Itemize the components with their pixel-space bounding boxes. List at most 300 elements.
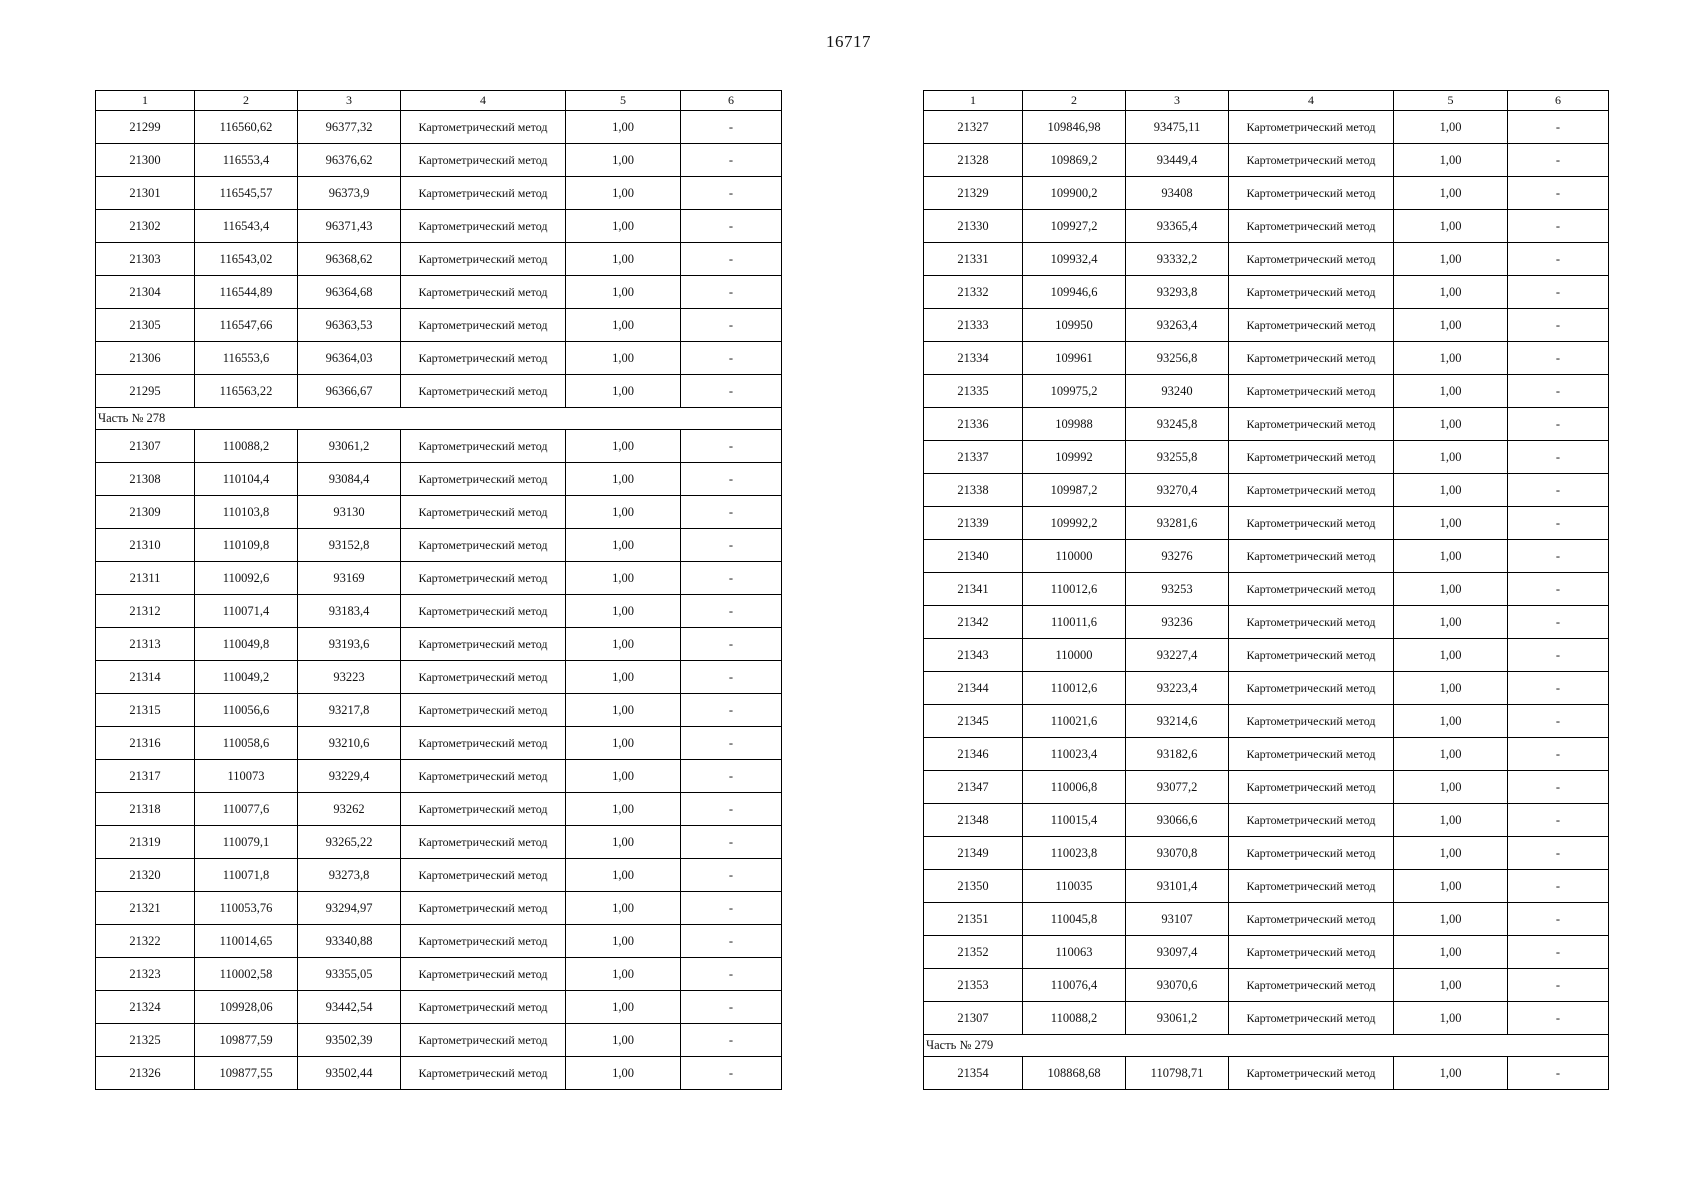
accuracy-cell: 1,00 [566, 991, 681, 1024]
description-cell: - [1508, 936, 1609, 969]
point-number-cell: 21321 [96, 892, 195, 925]
x-coordinate-cell: 108868,68 [1023, 1057, 1126, 1090]
x-coordinate-cell: 110071,8 [195, 859, 298, 892]
x-coordinate-cell: 116560,62 [195, 111, 298, 144]
method-cell: Картометрический метод [1229, 903, 1394, 936]
table-row [96, 496, 782, 529]
x-coordinate-cell: 110023,8 [1023, 837, 1126, 870]
y-coordinate-cell: 93340,88 [298, 925, 401, 958]
x-coordinate-cell: 110056,6 [195, 694, 298, 727]
description-cell: - [681, 144, 782, 177]
table-row [924, 210, 1609, 243]
method-cell: Картометрический метод [1229, 1057, 1394, 1090]
point-number-cell: 21326 [96, 1057, 195, 1090]
accuracy-cell: 1,00 [1394, 738, 1508, 771]
column-header: 3 [298, 91, 401, 111]
table-row [924, 837, 1609, 870]
accuracy-cell: 1,00 [566, 210, 681, 243]
x-coordinate-cell: 109992,2 [1023, 507, 1126, 540]
method-cell: Картометрический метод [1229, 177, 1394, 210]
page-number: 16717 [826, 32, 871, 51]
point-number-cell: 21309 [96, 496, 195, 529]
section-row [924, 1035, 1609, 1057]
description-cell: - [681, 991, 782, 1024]
x-coordinate-cell: 109950 [1023, 309, 1126, 342]
method-cell: Картометрический метод [1229, 969, 1394, 1002]
method-cell: Картометрический метод [401, 177, 566, 210]
method-cell: Картометрический метод [401, 562, 566, 595]
table-row [96, 342, 782, 375]
y-coordinate-cell: 93408 [1126, 177, 1229, 210]
accuracy-cell: 1,00 [566, 430, 681, 463]
section-label: Часть № 278 [96, 408, 782, 430]
y-coordinate-cell: 93355,05 [298, 958, 401, 991]
method-cell: Картометрический метод [401, 760, 566, 793]
y-coordinate-cell: 93270,4 [1126, 474, 1229, 507]
x-coordinate-cell: 110015,4 [1023, 804, 1126, 837]
table-row [924, 111, 1609, 144]
accuracy-cell: 1,00 [1394, 276, 1508, 309]
y-coordinate-cell: 93101,4 [1126, 870, 1229, 903]
y-coordinate-cell: 93502,44 [298, 1057, 401, 1090]
x-coordinate-cell: 110063 [1023, 936, 1126, 969]
table-row [96, 1057, 782, 1090]
y-coordinate-cell: 93223 [298, 661, 401, 694]
column-header: 3 [1126, 91, 1229, 111]
table-row [96, 892, 782, 925]
y-coordinate-cell: 93097,4 [1126, 936, 1229, 969]
x-coordinate-cell: 110088,2 [1023, 1002, 1126, 1035]
y-coordinate-cell: 93263,4 [1126, 309, 1229, 342]
x-coordinate-cell: 109877,59 [195, 1024, 298, 1057]
y-coordinate-cell: 93077,2 [1126, 771, 1229, 804]
description-cell: - [1508, 540, 1609, 573]
accuracy-cell: 1,00 [566, 1024, 681, 1057]
method-cell: Картометрический метод [401, 1024, 566, 1057]
x-coordinate-cell: 109987,2 [1023, 474, 1126, 507]
accuracy-cell: 1,00 [566, 562, 681, 595]
column-header: 2 [1023, 91, 1126, 111]
description-cell: - [1508, 606, 1609, 639]
y-coordinate-cell: 96371,43 [298, 210, 401, 243]
table-row [96, 826, 782, 859]
description-cell: - [681, 1024, 782, 1057]
point-number-cell: 21295 [96, 375, 195, 408]
method-cell: Картометрический метод [1229, 870, 1394, 903]
description-cell: - [1508, 573, 1609, 606]
point-number-cell: 21301 [96, 177, 195, 210]
table-row [96, 111, 782, 144]
accuracy-cell: 1,00 [1394, 804, 1508, 837]
x-coordinate-cell: 110079,1 [195, 826, 298, 859]
x-coordinate-cell: 116545,57 [195, 177, 298, 210]
method-cell: Картометрический метод [401, 144, 566, 177]
x-coordinate-cell: 110002,58 [195, 958, 298, 991]
column-header: 4 [401, 91, 566, 111]
y-coordinate-cell: 93265,22 [298, 826, 401, 859]
method-cell: Картометрический метод [401, 826, 566, 859]
description-cell: - [681, 892, 782, 925]
point-number-cell: 21308 [96, 463, 195, 496]
x-coordinate-cell: 110109,8 [195, 529, 298, 562]
point-number-cell: 21310 [96, 529, 195, 562]
table-row [924, 903, 1609, 936]
point-number-cell: 21327 [924, 111, 1023, 144]
accuracy-cell: 1,00 [566, 958, 681, 991]
method-cell: Картометрический метод [1229, 837, 1394, 870]
y-coordinate-cell: 93245,8 [1126, 408, 1229, 441]
y-coordinate-cell: 93193,6 [298, 628, 401, 661]
x-coordinate-cell: 110012,6 [1023, 573, 1126, 606]
accuracy-cell: 1,00 [566, 760, 681, 793]
x-coordinate-cell: 110104,4 [195, 463, 298, 496]
y-coordinate-cell: 93281,6 [1126, 507, 1229, 540]
table-row [96, 309, 782, 342]
accuracy-cell: 1,00 [566, 925, 681, 958]
point-number-cell: 21351 [924, 903, 1023, 936]
point-number-cell: 21347 [924, 771, 1023, 804]
method-cell: Картометрический метод [401, 210, 566, 243]
table-row [924, 441, 1609, 474]
method-cell: Картометрический метод [1229, 474, 1394, 507]
description-cell: - [681, 177, 782, 210]
accuracy-cell: 1,00 [1394, 408, 1508, 441]
y-coordinate-cell: 93061,2 [1126, 1002, 1229, 1035]
point-number-cell: 21353 [924, 969, 1023, 1002]
method-cell: Картометрический метод [401, 243, 566, 276]
y-coordinate-cell: 93236 [1126, 606, 1229, 639]
x-coordinate-cell: 110049,8 [195, 628, 298, 661]
x-coordinate-cell: 109946,6 [1023, 276, 1126, 309]
y-coordinate-cell: 93130 [298, 496, 401, 529]
point-number-cell: 21337 [924, 441, 1023, 474]
method-cell: Картометрический метод [401, 859, 566, 892]
description-cell: - [681, 529, 782, 562]
table-row [924, 1002, 1609, 1035]
table-row [924, 177, 1609, 210]
table-row [924, 243, 1609, 276]
table-row [924, 144, 1609, 177]
description-cell: - [1508, 804, 1609, 837]
table-row [96, 1024, 782, 1057]
description-cell: - [681, 276, 782, 309]
accuracy-cell: 1,00 [566, 892, 681, 925]
table-row [924, 672, 1609, 705]
x-coordinate-cell: 116543,4 [195, 210, 298, 243]
accuracy-cell: 1,00 [1394, 969, 1508, 1002]
point-number-cell: 21315 [96, 694, 195, 727]
description-cell: - [1508, 969, 1609, 1002]
column-header: 6 [1508, 91, 1609, 111]
table-row [96, 144, 782, 177]
description-cell: - [1508, 837, 1609, 870]
method-cell: Картометрический метод [401, 463, 566, 496]
description-cell: - [681, 628, 782, 661]
accuracy-cell: 1,00 [1394, 243, 1508, 276]
x-coordinate-cell: 109961 [1023, 342, 1126, 375]
method-cell: Картометрический метод [401, 595, 566, 628]
description-cell: - [681, 342, 782, 375]
y-coordinate-cell: 93182,6 [1126, 738, 1229, 771]
description-cell: - [1508, 672, 1609, 705]
accuracy-cell: 1,00 [1394, 177, 1508, 210]
point-number-cell: 21305 [96, 309, 195, 342]
table-row [96, 276, 782, 309]
accuracy-cell: 1,00 [566, 177, 681, 210]
method-cell: Картометрический метод [1229, 243, 1394, 276]
y-coordinate-cell: 96364,03 [298, 342, 401, 375]
accuracy-cell: 1,00 [1394, 903, 1508, 936]
description-cell: - [681, 727, 782, 760]
x-coordinate-cell: 109975,2 [1023, 375, 1126, 408]
y-coordinate-cell: 93183,4 [298, 595, 401, 628]
method-cell: Картометрический метод [401, 529, 566, 562]
point-number-cell: 21334 [924, 342, 1023, 375]
column-header: 2 [195, 91, 298, 111]
y-coordinate-cell: 96366,67 [298, 375, 401, 408]
table-row [96, 562, 782, 595]
accuracy-cell: 1,00 [1394, 936, 1508, 969]
y-coordinate-cell: 93240 [1126, 375, 1229, 408]
table-row [96, 925, 782, 958]
table-row [924, 804, 1609, 837]
method-cell: Картометрический метод [1229, 375, 1394, 408]
accuracy-cell: 1,00 [566, 595, 681, 628]
table-row [924, 507, 1609, 540]
accuracy-cell: 1,00 [1394, 144, 1508, 177]
y-coordinate-cell: 96368,62 [298, 243, 401, 276]
method-cell: Картометрический метод [1229, 573, 1394, 606]
accuracy-cell: 1,00 [566, 496, 681, 529]
x-coordinate-cell: 116544,89 [195, 276, 298, 309]
method-cell: Картометрический метод [401, 892, 566, 925]
x-coordinate-cell: 110071,4 [195, 595, 298, 628]
method-cell: Картометрический метод [401, 628, 566, 661]
method-cell: Картометрический метод [1229, 408, 1394, 441]
accuracy-cell: 1,00 [566, 276, 681, 309]
method-cell: Картометрический метод [401, 430, 566, 463]
x-coordinate-cell: 110045,8 [1023, 903, 1126, 936]
accuracy-cell: 1,00 [566, 463, 681, 496]
table-row [96, 694, 782, 727]
y-coordinate-cell: 93169 [298, 562, 401, 595]
y-coordinate-cell: 96373,9 [298, 177, 401, 210]
description-cell: - [1508, 276, 1609, 309]
accuracy-cell: 1,00 [566, 342, 681, 375]
table-row [924, 1057, 1609, 1090]
table-row [924, 936, 1609, 969]
description-cell: - [1508, 408, 1609, 441]
accuracy-cell: 1,00 [1394, 1002, 1508, 1035]
method-cell: Картометрический метод [401, 496, 566, 529]
table-row [96, 375, 782, 408]
x-coordinate-cell: 109992 [1023, 441, 1126, 474]
y-coordinate-cell: 96377,32 [298, 111, 401, 144]
point-number-cell: 21316 [96, 727, 195, 760]
x-coordinate-cell: 110000 [1023, 540, 1126, 573]
point-number-cell: 21338 [924, 474, 1023, 507]
description-cell: - [681, 309, 782, 342]
description-cell: - [681, 243, 782, 276]
description-cell: - [681, 1057, 782, 1090]
x-coordinate-cell: 116563,22 [195, 375, 298, 408]
point-number-cell: 21312 [96, 595, 195, 628]
method-cell: Картометрический метод [1229, 210, 1394, 243]
accuracy-cell: 1,00 [1394, 540, 1508, 573]
description-cell: - [681, 562, 782, 595]
point-number-cell: 21346 [924, 738, 1023, 771]
accuracy-cell: 1,00 [566, 859, 681, 892]
method-cell: Картометрический метод [1229, 276, 1394, 309]
method-cell: Картометрический метод [1229, 639, 1394, 672]
table-row [96, 727, 782, 760]
point-number-cell: 21328 [924, 144, 1023, 177]
x-coordinate-cell: 109988 [1023, 408, 1126, 441]
accuracy-cell: 1,00 [566, 529, 681, 562]
x-coordinate-cell: 110092,6 [195, 562, 298, 595]
method-cell: Картометрический метод [401, 276, 566, 309]
x-coordinate-cell: 109869,2 [1023, 144, 1126, 177]
column-header: 6 [681, 91, 782, 111]
description-cell: - [681, 111, 782, 144]
description-cell: - [681, 826, 782, 859]
point-number-cell: 21339 [924, 507, 1023, 540]
point-number-cell: 21324 [96, 991, 195, 1024]
x-coordinate-cell: 116553,4 [195, 144, 298, 177]
point-number-cell: 21313 [96, 628, 195, 661]
description-cell: - [681, 925, 782, 958]
point-number-cell: 21352 [924, 936, 1023, 969]
method-cell: Картометрический метод [401, 375, 566, 408]
section-row [96, 408, 782, 430]
description-cell: - [1508, 870, 1609, 903]
method-cell: Картометрический метод [1229, 606, 1394, 639]
accuracy-cell: 1,00 [1394, 309, 1508, 342]
x-coordinate-cell: 110000 [1023, 639, 1126, 672]
description-cell: - [681, 694, 782, 727]
description-cell: - [1508, 903, 1609, 936]
x-coordinate-cell: 110014,65 [195, 925, 298, 958]
accuracy-cell: 1,00 [1394, 639, 1508, 672]
table-row [96, 463, 782, 496]
y-coordinate-cell: 93253 [1126, 573, 1229, 606]
column-header: 5 [566, 91, 681, 111]
description-cell: - [1508, 375, 1609, 408]
description-cell: - [1508, 243, 1609, 276]
method-cell: Картометрический метод [401, 694, 566, 727]
y-coordinate-cell: 93229,4 [298, 760, 401, 793]
point-number-cell: 21354 [924, 1057, 1023, 1090]
x-coordinate-cell: 110076,4 [1023, 969, 1126, 1002]
point-number-cell: 21342 [924, 606, 1023, 639]
y-coordinate-cell: 110798,71 [1126, 1057, 1229, 1090]
y-coordinate-cell: 93223,4 [1126, 672, 1229, 705]
method-cell: Картометрический метод [1229, 705, 1394, 738]
point-number-cell: 21304 [96, 276, 195, 309]
table-row [96, 177, 782, 210]
description-cell: - [1508, 177, 1609, 210]
description-cell: - [681, 793, 782, 826]
description-cell: - [681, 760, 782, 793]
x-coordinate-cell: 109927,2 [1023, 210, 1126, 243]
x-coordinate-cell: 110023,4 [1023, 738, 1126, 771]
method-cell: Картометрический метод [401, 793, 566, 826]
point-number-cell: 21350 [924, 870, 1023, 903]
y-coordinate-cell: 93152,8 [298, 529, 401, 562]
y-coordinate-cell: 93227,4 [1126, 639, 1229, 672]
description-cell: - [1508, 1002, 1609, 1035]
accuracy-cell: 1,00 [1394, 111, 1508, 144]
table-row [96, 243, 782, 276]
description-cell: - [1508, 738, 1609, 771]
method-cell: Картометрический метод [401, 991, 566, 1024]
table-row [924, 639, 1609, 672]
x-coordinate-cell: 116543,02 [195, 243, 298, 276]
accuracy-cell: 1,00 [1394, 507, 1508, 540]
point-number-cell: 21320 [96, 859, 195, 892]
y-coordinate-cell: 93365,4 [1126, 210, 1229, 243]
x-coordinate-cell: 110058,6 [195, 727, 298, 760]
x-coordinate-cell: 109900,2 [1023, 177, 1126, 210]
y-coordinate-cell: 93475,11 [1126, 111, 1229, 144]
table-row [96, 991, 782, 1024]
point-number-cell: 21322 [96, 925, 195, 958]
accuracy-cell: 1,00 [566, 694, 681, 727]
accuracy-cell: 1,00 [1394, 573, 1508, 606]
description-cell: - [681, 430, 782, 463]
table-row [924, 540, 1609, 573]
table-row [924, 375, 1609, 408]
table-row [96, 210, 782, 243]
point-number-cell: 21336 [924, 408, 1023, 441]
x-coordinate-cell: 110088,2 [195, 430, 298, 463]
table-row [96, 958, 782, 991]
x-coordinate-cell: 110011,6 [1023, 606, 1126, 639]
method-cell: Картометрический метод [1229, 540, 1394, 573]
table-row [924, 342, 1609, 375]
accuracy-cell: 1,00 [566, 661, 681, 694]
point-number-cell: 21319 [96, 826, 195, 859]
point-number-cell: 21330 [924, 210, 1023, 243]
table-row [924, 969, 1609, 1002]
method-cell: Картометрический метод [1229, 771, 1394, 804]
accuracy-cell: 1,00 [1394, 1057, 1508, 1090]
y-coordinate-cell: 96363,53 [298, 309, 401, 342]
point-number-cell: 21323 [96, 958, 195, 991]
y-coordinate-cell: 93255,8 [1126, 441, 1229, 474]
y-coordinate-cell: 93070,6 [1126, 969, 1229, 1002]
column-header: 1 [96, 91, 195, 111]
section-label: Часть № 279 [924, 1035, 1609, 1057]
table-row [924, 738, 1609, 771]
y-coordinate-cell: 93442,54 [298, 991, 401, 1024]
x-coordinate-cell: 109846,98 [1023, 111, 1126, 144]
method-cell: Картометрический метод [1229, 342, 1394, 375]
table-row [96, 595, 782, 628]
table-row [924, 870, 1609, 903]
table-row [96, 661, 782, 694]
description-cell: - [1508, 474, 1609, 507]
table-row [924, 771, 1609, 804]
method-cell: Картометрический метод [1229, 441, 1394, 474]
table-row [96, 628, 782, 661]
y-coordinate-cell: 93262 [298, 793, 401, 826]
column-header: 1 [924, 91, 1023, 111]
description-cell: - [1508, 342, 1609, 375]
description-cell: - [681, 859, 782, 892]
x-coordinate-cell: 110021,6 [1023, 705, 1126, 738]
accuracy-cell: 1,00 [1394, 771, 1508, 804]
